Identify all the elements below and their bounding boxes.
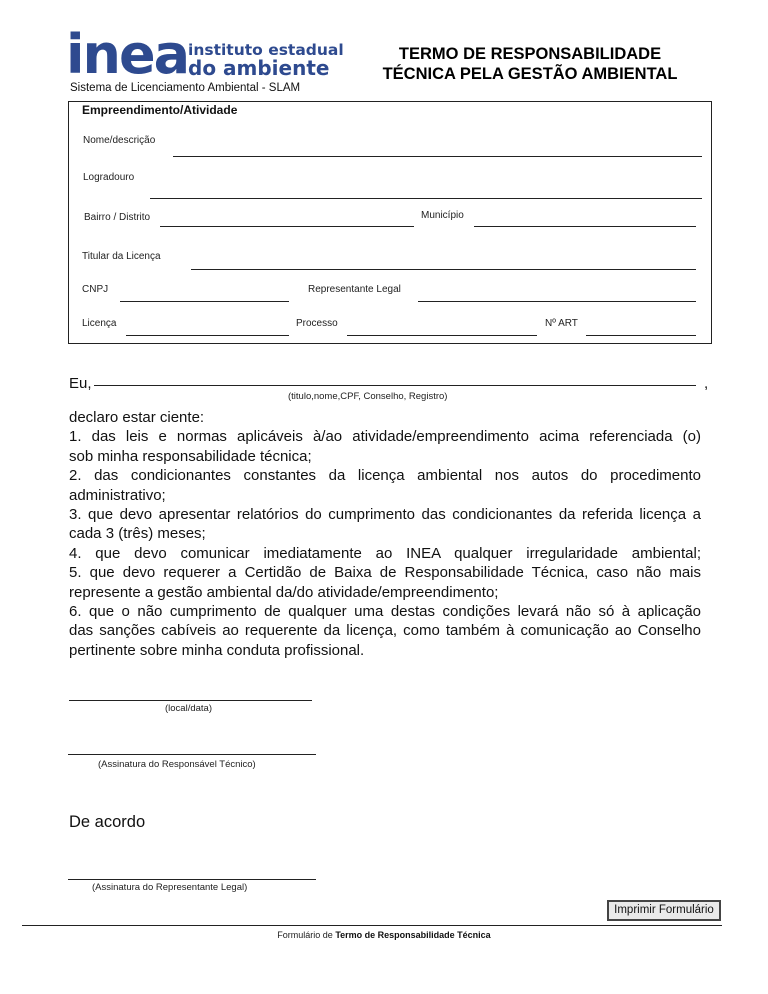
footer-form-name: Termo de Responsabilidade Técnica <box>335 930 491 940</box>
declaration-line: 6. que o não cumprimento de qualquer uma destas condições levará não só à aplicação <box>69 603 701 621</box>
declaration-line: represente a gestão ambiental da/do atividade/empreendimento; <box>69 583 499 601</box>
inea-logo: inea <box>66 23 189 86</box>
footer-divider <box>22 925 722 926</box>
declaration-line: 4. que devo comunicar imediatamente ao INEA qualquer irregularidade ambiental; <box>69 544 701 562</box>
responsavel-signature-line[interactable] <box>68 754 316 755</box>
logo-subtitle-line2: do ambiente <box>188 56 330 80</box>
titular-label: Titular da Licença <box>82 251 161 262</box>
declaration-line: pertinente sobre minha conduta profissional. <box>69 641 365 659</box>
footer-text <box>0 930 768 940</box>
art-field[interactable] <box>586 335 696 336</box>
declaration-line: 3. que devo apresentar relatórios do cumprimento das condicionantes da referida licença a <box>69 506 701 524</box>
declaration-text <box>69 408 701 660</box>
declaration-line: administrativo; <box>69 486 166 504</box>
cnpj-label: CNPJ <box>82 284 109 295</box>
declaration-line: 5. que devo requerer a Certidão de Baixa de Responsabilidade Técnica, caso não mais <box>69 564 701 582</box>
declaration-line: cada 3 (três) meses; <box>69 525 206 543</box>
art-label: Nº ART <box>545 318 578 329</box>
empreendimento-form-box <box>68 101 712 344</box>
system-label: Sistema de Licenciamento Ambiental - SLAM <box>70 82 301 94</box>
responsavel-identificacao-field[interactable] <box>94 385 696 386</box>
local-data-caption: (local/data) <box>165 703 212 714</box>
municipio-field[interactable] <box>474 226 696 227</box>
title-line-1: TERMO DE RESPONSABILIDADE <box>398 45 662 63</box>
logradouro-label: Logradouro <box>83 172 135 183</box>
titular-field[interactable] <box>191 269 696 270</box>
logo-subtitle-line1: instituto estadual <box>188 41 344 59</box>
nome-label: Nome/descrição <box>83 135 156 146</box>
de-acordo-label: De acordo <box>69 813 146 831</box>
footer-prefix: Formulário de <box>277 930 336 940</box>
bairro-label: Bairro / Distrito <box>84 212 151 223</box>
title-line-2: TÉCNICA PELA GESTÃO AMBIENTAL <box>382 65 678 83</box>
declaration-line: sob minha responsabilidade técnica; <box>69 447 312 465</box>
document-title <box>360 44 700 84</box>
representante-signature-line[interactable] <box>68 879 316 880</box>
print-form-button[interactable]: Imprimir Formulário <box>607 900 721 921</box>
eu-label: Eu, <box>69 375 92 392</box>
declaration-line: das sanções cabíveis ao requerente da licença, como também à comunicação ao Conselho <box>69 622 701 640</box>
declaration-line: 1. das leis e normas aplicáveis à/ao atividade/empreendimento acima referenciada (o) <box>69 428 701 446</box>
logradouro-field[interactable] <box>150 198 702 199</box>
local-data-field[interactable] <box>69 700 312 701</box>
representante-signature-caption: (Assinatura do Representante Legal) <box>92 882 248 893</box>
declaration-line: 2. das condicionantes constantes da licença ambiental nos autos do procedimento <box>69 467 701 485</box>
licenca-field[interactable] <box>126 335 289 336</box>
eu-caption: (titulo,nome,CPF, Conselho, Registro) <box>288 391 448 402</box>
nome-field[interactable] <box>173 156 702 157</box>
processo-field[interactable] <box>347 335 537 336</box>
processo-label: Processo <box>296 318 338 329</box>
section-title: Empreendimento/Atividade <box>82 103 238 117</box>
municipio-label: Município <box>421 210 464 221</box>
declaration-line: declaro estar ciente: <box>69 409 205 426</box>
licenca-label: Licença <box>82 318 117 329</box>
cnpj-field[interactable] <box>120 301 289 302</box>
representante-label: Representante Legal <box>308 284 401 295</box>
responsavel-signature-caption: (Assinatura do Responsável Técnico) <box>98 759 256 770</box>
bairro-field[interactable] <box>160 226 414 227</box>
eu-comma: , <box>704 375 709 392</box>
representante-field[interactable] <box>418 301 696 302</box>
